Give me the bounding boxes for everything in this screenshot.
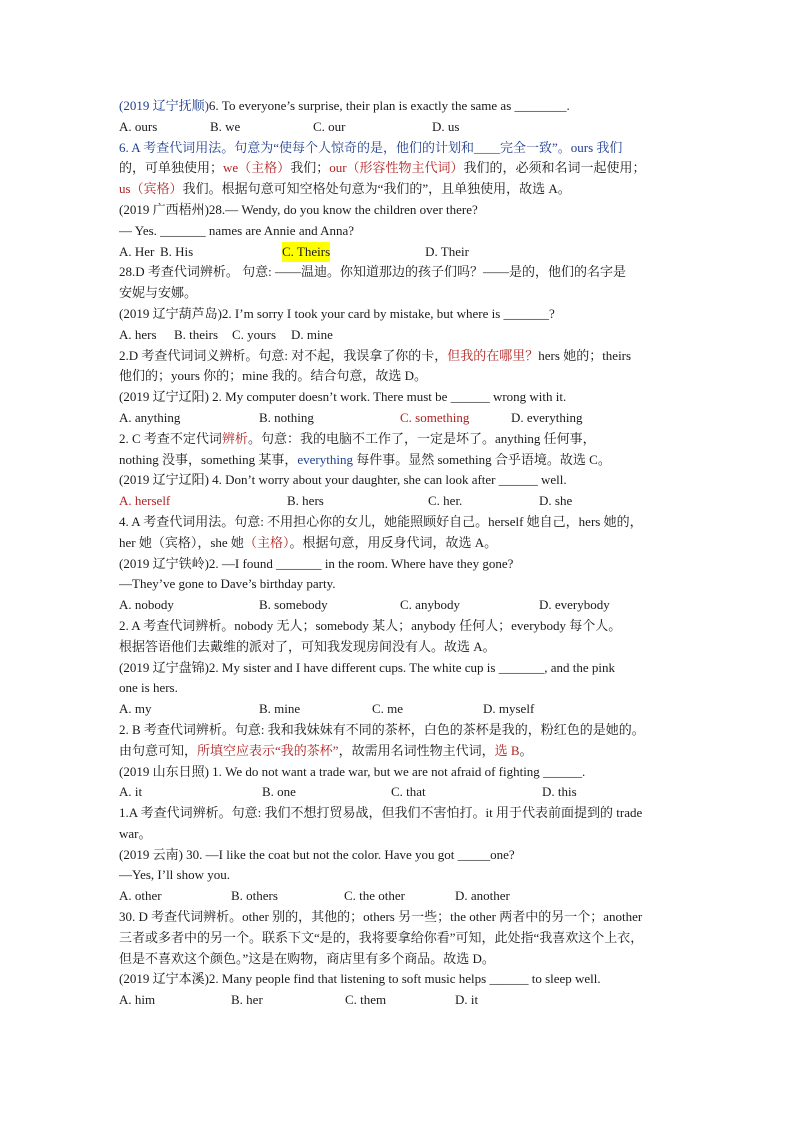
- option-item: A. ours: [119, 118, 158, 134]
- text-segment: 2.D 考查代词词义辨析。句意: 对不起，我误拿了你的卡，: [119, 347, 448, 363]
- answer-options: [119, 886, 679, 907]
- option-item: B. theirs: [174, 326, 219, 342]
- option-item: C. our: [313, 118, 346, 134]
- option-item: C. Theirs: [282, 242, 330, 263]
- question-line: [119, 678, 679, 699]
- explanation-line: [119, 366, 679, 387]
- question-line: [119, 554, 679, 575]
- answer-options: [119, 595, 679, 616]
- question-line: [119, 865, 679, 886]
- answer-options: [119, 325, 679, 346]
- text-segment: (2019 广西梧州)28.— Wendy, do you know the children over there?: [119, 201, 478, 217]
- text-segment: (2019 辽宁本溪)2. Many people find that listening to soft music helps ______ to sleep well.: [119, 971, 601, 987]
- option-item: C. her.: [428, 493, 463, 509]
- question-line: [119, 574, 679, 595]
- text-segment: 我们；: [290, 160, 330, 176]
- text-segment: (2019 山东日照) 1. We do not want a trade war, but we are not afraid of fighting ______.: [119, 763, 586, 779]
- answer-options: [119, 699, 679, 720]
- answer-options: [119, 990, 679, 1011]
- option-item: A. hers: [119, 326, 157, 342]
- explanation-line: [119, 179, 679, 200]
- option-item: C. that: [391, 784, 426, 800]
- option-item: B. somebody: [259, 597, 328, 613]
- text-segment: 三者或多者中的另一个。联系下文“是的，我将要拿给你看”可知，此处指“我喜欢这个上衣，: [119, 929, 644, 945]
- option-item: D. she: [539, 493, 573, 509]
- option-item: C. me: [372, 701, 404, 717]
- text-segment: 1.A 考查代词辨析。句意: 我们不想打贸易战，但我们不害怕打。it 用于代表前面提到的 trade: [119, 805, 643, 821]
- option-item: B. one: [262, 784, 296, 800]
- question-line: [119, 845, 679, 866]
- question-line: [119, 969, 679, 990]
- text-segment: — Yes. _______ names are Annie and Anna?: [119, 222, 355, 238]
- explanation-line: [119, 283, 679, 304]
- text-segment: 我们的，必须和名词一起使用；: [463, 160, 646, 176]
- text-segment: 安妮与安娜。: [119, 285, 198, 301]
- question-line: [119, 304, 679, 325]
- text-segment: everything: [297, 451, 353, 467]
- text-segment: hers 她的；theirs: [538, 347, 632, 363]
- option-item: C. something: [400, 409, 470, 425]
- explanation-line: [119, 928, 679, 949]
- question-line: [119, 387, 679, 408]
- explanation-line: [119, 741, 679, 762]
- text-segment: we（主格）: [223, 160, 291, 176]
- text-segment: 2. A 考查代词辨析。nobody 无人；somebody 某人；anybody 任何人；everybody 每个人。: [119, 617, 622, 633]
- text-segment: 2. C 考查不定代词: [119, 430, 222, 446]
- explanation-line: [119, 907, 679, 928]
- answer-options: [119, 491, 679, 512]
- option-item: B. nothing: [259, 409, 314, 425]
- question-line: [119, 200, 679, 221]
- text-segment: 我们。根据句意可知空格处句意为“我们的”，且单独使用，故选 A。: [182, 181, 571, 197]
- text-segment: 30. D 考查代词辨析。other 别的，其他的；others 另一些；the other 两者中的另一个；another: [119, 909, 643, 925]
- text-segment: 28.D 考查代词辨析。 句意: ——温迪。你知道那边的孩子们吗？——是的，他们的名字是: [119, 264, 627, 280]
- option-item: C. anybody: [400, 597, 460, 613]
- option-item: B. His: [160, 243, 194, 259]
- option-item: D. another: [455, 888, 510, 904]
- question-line: [119, 96, 679, 117]
- text-segment: 所填空应表示“我的茶杯”: [197, 742, 339, 758]
- question-line: [119, 470, 679, 491]
- explanation-line: [119, 824, 679, 845]
- text-segment: us（宾格）: [119, 181, 183, 197]
- answer-options: [119, 117, 679, 138]
- option-item: D. myself: [483, 701, 535, 717]
- text-segment: (2019 辽宁盘锦)2. My sister and I have different cups. The white cup is _______, and the pink: [119, 659, 615, 675]
- text-segment: 。: [519, 742, 533, 758]
- text-segment: 。根据句意，用反身代词，故选 A。: [289, 534, 498, 550]
- answer-options: [119, 242, 679, 263]
- option-item: A. herself: [119, 493, 171, 509]
- question-line: [119, 221, 679, 242]
- text-segment: one is hers.: [119, 680, 178, 696]
- explanation-line: [119, 803, 679, 824]
- question-line: [119, 658, 679, 679]
- option-item: D. it: [455, 992, 479, 1008]
- option-item: D. this: [542, 784, 577, 800]
- text-segment: —They’ve gone to Dave’s birthday party.: [119, 576, 336, 592]
- text-segment: (2019 辽宁抚顺): [119, 98, 209, 113]
- explanation-line: [119, 450, 679, 471]
- text-segment: 2. B 考查代词辨析。句意: 我和我妹妹有不同的茶杯，白色的茶杯是我的，粉红色的是她的。: [119, 721, 645, 737]
- text-segment: (2019 辽宁辽阳) 2. My computer doesn’t work. There must be ______ wrong with it.: [119, 389, 567, 405]
- option-item: B. we: [210, 118, 241, 134]
- text-segment: 6. A 考查代词用法。句意为“使每个人惊奇的是，他们的计划和____完全一致”。ours 我们: [119, 139, 623, 155]
- text-segment: 6. To everyone’s surprise, their plan is exactly the same as ________.: [208, 98, 570, 113]
- text-segment: nothing 没事，something 某事，: [119, 451, 298, 467]
- explanation-line: [119, 616, 679, 637]
- explanation-line: [119, 262, 679, 283]
- option-item: A. Her: [119, 243, 155, 259]
- text-segment: (2019 辽宁辽阳) 4. Don’t worry about your daughter, she can look after ______ well.: [119, 472, 567, 488]
- option-item: A. my: [119, 701, 152, 717]
- explanation-line: [119, 346, 679, 367]
- option-item: D. mine: [291, 326, 333, 342]
- text-segment: 的，可单独使用；: [119, 160, 224, 176]
- text-segment: 选 B: [494, 742, 520, 758]
- text-segment: 根据答语他们去戴维的派对了，可知我发现房间没有人。故选 A。: [119, 638, 496, 654]
- text-segment: (2019 云南) 30. —I like the coat but not the color. Have you got _____one?: [119, 846, 515, 862]
- explanation-line: [119, 512, 679, 533]
- text-segment: 他们的；yours 你的；mine 我的。结合句意，故选 D。: [119, 368, 428, 384]
- option-item: D. everybody: [539, 597, 610, 613]
- option-item: D. us: [432, 118, 460, 134]
- option-item: A. it: [119, 784, 143, 800]
- option-item: B. hers: [287, 493, 324, 509]
- explanation-line: [119, 158, 679, 179]
- option-item: A. anything: [119, 409, 181, 425]
- text-segment: her 她（宾格），she 她: [119, 534, 244, 550]
- option-item: A. nobody: [119, 597, 174, 613]
- question-line: [119, 762, 679, 783]
- option-item: C. yours: [232, 326, 277, 342]
- option-item: D. Their: [425, 243, 469, 259]
- option-item: B. her: [231, 992, 263, 1008]
- text-segment: our（形容性物主代词）: [329, 160, 464, 176]
- text-segment: 每件事。显然 something 合乎语境。故选 C。: [352, 451, 611, 467]
- explanation-line: [119, 637, 679, 658]
- text-segment: 由句意可知，: [119, 742, 198, 758]
- option-item: B. others: [231, 888, 278, 904]
- explanation-line: [119, 429, 679, 450]
- explanation-line: [119, 720, 679, 741]
- text-segment: （主格）: [243, 534, 290, 550]
- option-item: A. other: [119, 888, 162, 904]
- text-segment: (2019 辽宁葫芦岛)2. I’m sorry I took your card by mistake, but where is _______?: [119, 305, 555, 321]
- option-item: C. them: [345, 992, 387, 1008]
- text-segment: 4. A 考查代词用法。句意: 不用担心你的女儿，她能照顾好自己。herself 她自己，hers 她的，: [119, 513, 643, 529]
- text-segment: 但是不喜欢这个颜色。”这是在购物，商店里有多个商品。故选 D。: [119, 950, 495, 966]
- answer-options: [119, 408, 679, 429]
- text-segment: —Yes, I’ll show you.: [119, 867, 230, 883]
- text-segment: 辨析: [221, 430, 248, 446]
- option-item: C. the other: [344, 888, 406, 904]
- option-item: A. him: [119, 992, 156, 1008]
- option-item: B. mine: [259, 701, 301, 717]
- explanation-line: [119, 138, 679, 159]
- text-segment: 但我的在哪里？: [447, 347, 539, 363]
- text-segment: ，故需用名词性物主代词，: [338, 742, 495, 758]
- option-item: D. everything: [511, 409, 583, 425]
- answer-options: [119, 782, 679, 803]
- explanation-line: [119, 949, 679, 970]
- text-segment: war。: [119, 825, 152, 841]
- text-segment: (2019 辽宁铁岭)2. —I found _______ in the room. Where have they gone?: [119, 555, 514, 571]
- document-body: [119, 96, 679, 1011]
- text-segment: 。句意：我的电脑不工作了，一定是坏了。anything 任何事，: [247, 430, 596, 446]
- explanation-line: [119, 533, 679, 554]
